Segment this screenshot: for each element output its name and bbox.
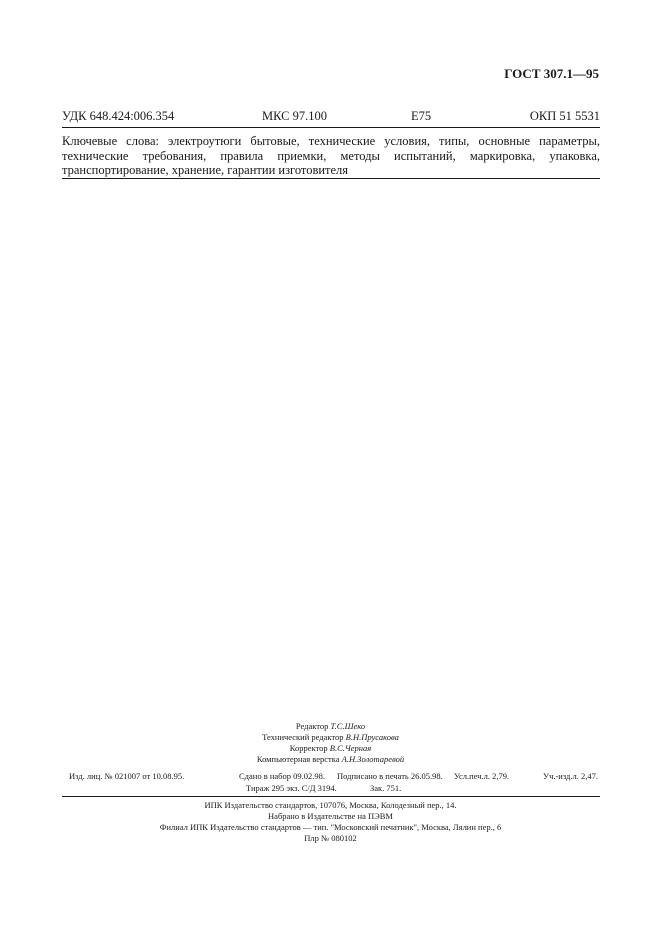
signed-date: Подписано в печать 26.05.98. (337, 771, 443, 781)
document-number: ГОСТ 307.1—95 (504, 66, 599, 81)
print-run: Тираж 295 экз. С/Д 3194. (246, 783, 337, 793)
tech-editor-line: Технический редактор В.Н.Прусакова (262, 732, 399, 742)
proofreader-name: В.С.Черная (329, 743, 372, 753)
divider-keywords (62, 178, 600, 179)
publisher-footer (0, 800, 661, 844)
print-sheets: Усл.печ.л. 2,79. (454, 771, 510, 781)
okp-code: ОКП 51 5531 (529, 109, 600, 123)
keywords-paragraph: Ключевые слова: электроутюги бытовые, технические условия, типы, основные параметры, технические требования, правила приемки, методы испытаний, маркировка, упаковка, транспортирование, хранение, гарантии изготовителя (62, 134, 600, 177)
printer-branch: Филиал ИПК Издательство стандартов — тип. "Московский печатник", Москва, Лялин пер., 6 (159, 822, 502, 832)
editor-name: Т.С.Шеко (330, 721, 366, 731)
tech-editor-name: В.Н.Прусакова (345, 732, 399, 742)
publisher-address: ИПК Издательство стандартов, 107076, Москва, Колодезный пер., 14. (204, 800, 457, 810)
printer-license: Плр № 080102 (304, 833, 357, 843)
typeset-note: Набрано в Издательстве на ПЭВМ (268, 811, 393, 821)
editor-line: Редактор Т.С.Шеко (295, 721, 366, 731)
submitted-date: Сдано в набор 09.02.98. (239, 771, 325, 781)
mks-code: МКС 97.100 (262, 109, 327, 123)
group-code: Е75 (411, 109, 432, 123)
layout-line: Компьютерная верстка А.Н.Золотаревой (256, 754, 405, 764)
layout-name: А.Н.Золотаревой (341, 754, 405, 764)
credits-block (0, 721, 661, 765)
license-info: Изд. лиц. № 021007 от 10.08.95. (69, 771, 185, 781)
divider-top (62, 127, 600, 128)
proofreader-line: Корректор В.С.Черная (289, 743, 372, 753)
order-number: Зак. 751. (370, 783, 402, 793)
udk-code: УДК 648.424:006.354 (62, 109, 175, 123)
publication-info (62, 770, 600, 794)
divider-footer (62, 796, 600, 797)
publisher-sheets: Уч.-изд.л. 2,47. (543, 771, 598, 781)
